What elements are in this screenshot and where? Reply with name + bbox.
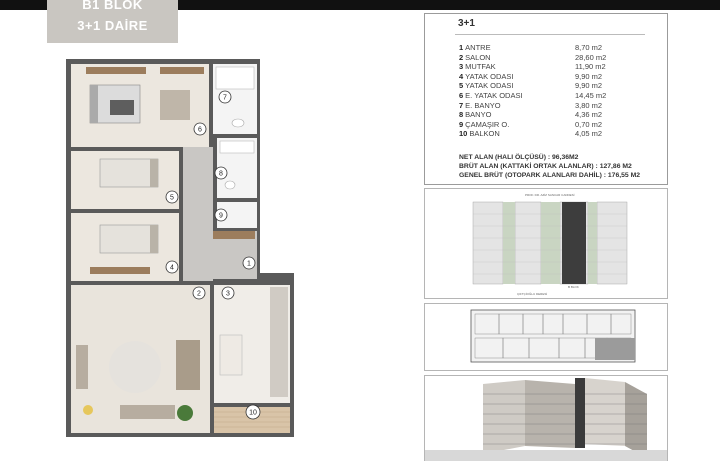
plan-label-6: 6 — [198, 126, 202, 134]
plan-label-4: 4 — [170, 264, 174, 272]
plan-label-5: 5 — [170, 194, 174, 202]
plan-label-3: 3 — [226, 290, 230, 298]
room-name: BANYO — [465, 110, 492, 120]
room-row — [459, 120, 639, 130]
room-name: SALON — [465, 52, 491, 62]
room-row — [459, 43, 639, 53]
room-num: 4 — [459, 71, 464, 81]
typical-floor-plan — [424, 303, 668, 371]
net-area: NET ALAN (HALI ÖLÇÜSÜ) : 96,36M2 — [459, 154, 579, 161]
room-name: E. YATAK ODASI — [465, 90, 523, 100]
room-name: E. BANYO — [465, 100, 501, 110]
room-row — [459, 62, 639, 72]
room-num: 6 — [459, 90, 464, 100]
room-row — [459, 72, 639, 82]
block-title — [47, 0, 178, 43]
floor-plan — [60, 55, 305, 445]
room-num: 1 — [459, 43, 464, 52]
room-name: BALKON — [469, 129, 500, 139]
plan-label-10: 10 — [249, 409, 257, 417]
gross-area: BRÜT ALAN (KATTAKİ ORTAK ALANLAR) : 127,86 M2 — [459, 163, 632, 171]
room-name: ÇAMAŞIR O. — [465, 119, 510, 129]
plan-label-9: 9 — [219, 212, 223, 220]
room-name: YATAK ODASI — [465, 71, 514, 81]
unit-type: 3+1 DAİRE — [77, 18, 148, 33]
room-area: 3,80 m2 — [575, 100, 603, 110]
room-name: YATAK ODASI — [465, 81, 514, 91]
room-row — [459, 110, 639, 120]
room-name: MUTFAK — [465, 62, 496, 72]
room-row — [459, 91, 639, 101]
room-schedule — [424, 13, 668, 185]
room-num: 10 — [459, 129, 468, 139]
site-plan — [424, 188, 668, 299]
plan-label-1: 1 — [247, 260, 251, 268]
unit-type-label: 3+1 — [458, 18, 475, 29]
room-area: 4,05 m2 — [575, 129, 603, 139]
room-row — [459, 101, 639, 111]
room-name: ANTRE — [465, 43, 491, 52]
room-area: 8,70 m2 — [575, 43, 603, 52]
room-num: 2 — [459, 52, 464, 62]
room-num: 9 — [459, 119, 464, 129]
area-totals — [459, 153, 640, 181]
room-area: 9,90 m2 — [575, 71, 603, 81]
plan-label-8: 8 — [219, 170, 223, 178]
room-list — [459, 43, 639, 139]
room-area: 9,90 m2 — [575, 81, 603, 91]
room-area: 4,36 m2 — [575, 110, 603, 120]
total-gross-area: GENEL BRÜT (OTOPARK ALANLARI DAHİL) : 176,55 M2 — [459, 172, 641, 180]
block-name: B1 BLOK — [82, 0, 143, 12]
room-num: 5 — [459, 81, 464, 91]
room-row — [459, 129, 639, 139]
room-area: 0,70 m2 — [575, 119, 603, 129]
room-area: 28,60 m2 — [575, 52, 607, 62]
divider — [455, 34, 645, 35]
plan-label-2: 2 — [197, 290, 201, 298]
block-label: B BLOK — [568, 285, 579, 289]
room-row — [459, 81, 639, 91]
room-area: 14,45 m2 — [575, 90, 607, 100]
building-render — [424, 375, 668, 461]
room-num: 7 — [459, 100, 464, 110]
street-label: PROF. DR. AZİZ SANCAR CADDESİ — [525, 193, 575, 197]
creek-label: ÇIFTÇİOĞLU DERESİ — [517, 292, 548, 296]
room-area: 11,90 m2 — [575, 62, 606, 72]
room-num: 3 — [459, 62, 464, 72]
plan-label-7: 7 — [223, 94, 227, 102]
room-row — [459, 53, 639, 63]
room-num: 8 — [459, 110, 464, 120]
